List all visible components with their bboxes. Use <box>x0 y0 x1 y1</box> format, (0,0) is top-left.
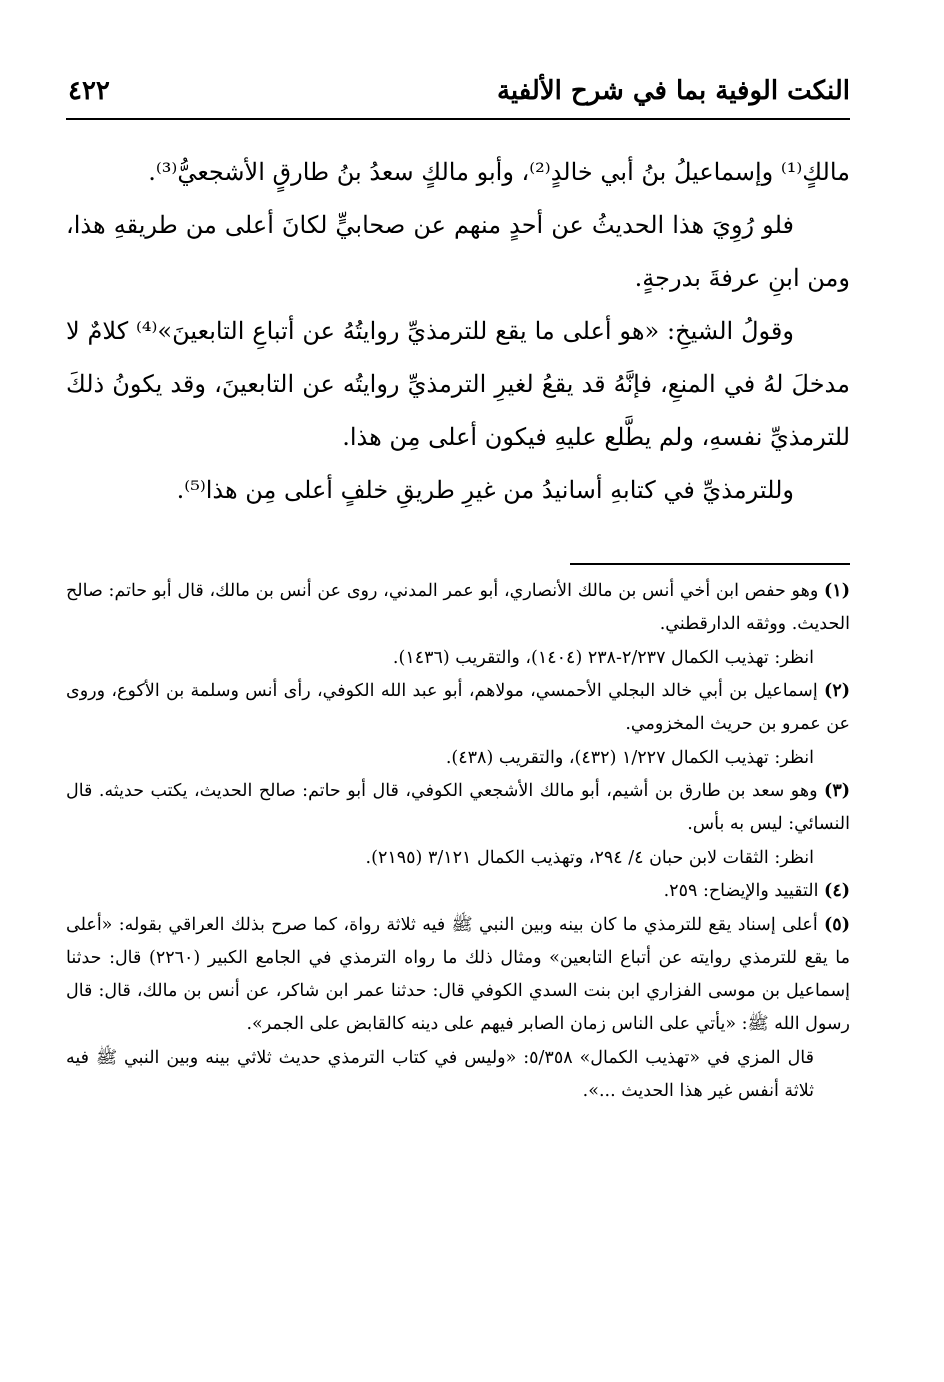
footnote-1 <box>66 575 850 641</box>
footnote-number: (٢) <box>824 681 850 701</box>
footnote-number: (٣) <box>824 781 850 801</box>
footnote-2 <box>66 675 850 741</box>
footnote-reference: انظر: تهذيب الكمال ١/٢٢٧ (٤٣٢)، والتقريب (٤٣٨). <box>445 748 814 768</box>
paragraph-3: وقولُ الشيخِ: «هو أعلى ما يقع للترمذيِّ روايتُهُ عن أتباعِ التابعينَ»⁽⁴⁾ كلامٌ لا مدخلَ لهُ في المنعِ، فإنَّهُ قد يقعُ لغيرِ الترمذيِّ روايتُه عن التابعينَ، وقد يكونُ ذلكَ للترمذيِّ نفسهِ، ولم يطَّلع عليهِ فيكون أعلى مِن هذا. <box>66 317 850 451</box>
paragraph-4: وللترمذيِّ في كتابهِ أسانيدُ من غيرِ طريقِ خلفٍ أعلى مِن هذا⁽⁵⁾. <box>176 476 794 504</box>
footnote-text: التقييد والإيضاح: ٢٥٩. <box>663 881 819 901</box>
footnote-number: (٤) <box>824 881 850 901</box>
paragraph-1: مالكٍ⁽¹⁾ وإسماعيلُ بنُ أبي خالدٍ⁽²⁾، وأبو مالكٍ سعدُ بنُ طارقٍ الأشجعيُّ⁽³⁾. <box>148 158 850 186</box>
running-title: النكت الوفية بما في شرح الألفية <box>496 76 850 106</box>
footnote-text: أعلى إسناد يقع للترمذي ما كان بينه وبين النبي ﷺ فيه ثلاثة رواة، كما صرح بذلك العراقي بقوله: «أعلى ما يقع للترمذي روايته عن أتباع التابعين» ومثال ذلك ما رواه الترمذي في الجامع الكبير (٢٢٦٠) قال: حدثنا إسماعيل بن موسى الفزاري ابن بنت السدي الكوفي قال: حدثنا عمر ابن شاكر، عن أنس بن مالك، قال: قال رسول الله ﷺ: «يأتي على الناس زمان الصابر فيهم على دينه كالقابض على الجمر». <box>66 915 851 1034</box>
footnote-text: وهو سعد بن طارق بن أشيم، أبو مالك الأشجعي الكوفي، قال أبو حاتم: صالح الحديث، يكتب حديثه. قال النسائي: ليس به بأس. <box>66 781 850 834</box>
book-page <box>66 66 850 1342</box>
footnote-extra: قال المزي في «تهذيب الكمال» ٥/٣٥٨: «وليس في كتاب الترمذي حديث ثلاثي بينه وبين النبي ﷺ فيه ثلاثة أنفس غير هذا الحديث ...». <box>66 1048 814 1101</box>
footnote-4 <box>66 875 850 908</box>
footnote-text: وهو حفص ابن أخي أنس بن مالك الأنصاري، أبو عمر المدني، روى عن أنس بن مالك، قال أبو حاتم: صالح الحديث. ووثقه الدارقطني. <box>66 581 850 634</box>
main-text <box>66 146 850 517</box>
footnote-reference: انظر: تهذيب الكمال ٢/٢٣٧-٢٣٨ (١٤٠٤)، والتقريب (١٤٣٦). <box>392 648 814 668</box>
page-number: ٤٢٢ <box>68 76 110 106</box>
paragraph-2: فلو رُوِيَ هذا الحديثُ عن أحدٍ منهم عن صحابيٍّ لكانَ أعلى من طريقهِ هذا، ومن ابنِ عرفةَ بدرجةٍ. <box>66 211 850 292</box>
running-header <box>66 66 850 120</box>
footnotes <box>66 575 850 1108</box>
footnote-3 <box>66 775 850 841</box>
footnote-5 <box>66 909 850 1041</box>
footnote-separator <box>570 563 850 565</box>
footnote-number: (٥) <box>824 915 850 935</box>
footnote-text: إسماعيل بن أبي خالد البجلي الأحمسي، مولاهم، أبو عبد الله الكوفي، رأى أنس وسلمة بن الأكوع، وروى عن عمرو بن حريث المخزومي. <box>66 681 850 734</box>
footnote-reference: انظر: الثقات لابن حبان ٤/ ٢٩٤، وتهذيب الكمال ٣/١٢١ (٢١٩٥). <box>365 848 814 868</box>
footnote-number: (١) <box>824 581 850 601</box>
